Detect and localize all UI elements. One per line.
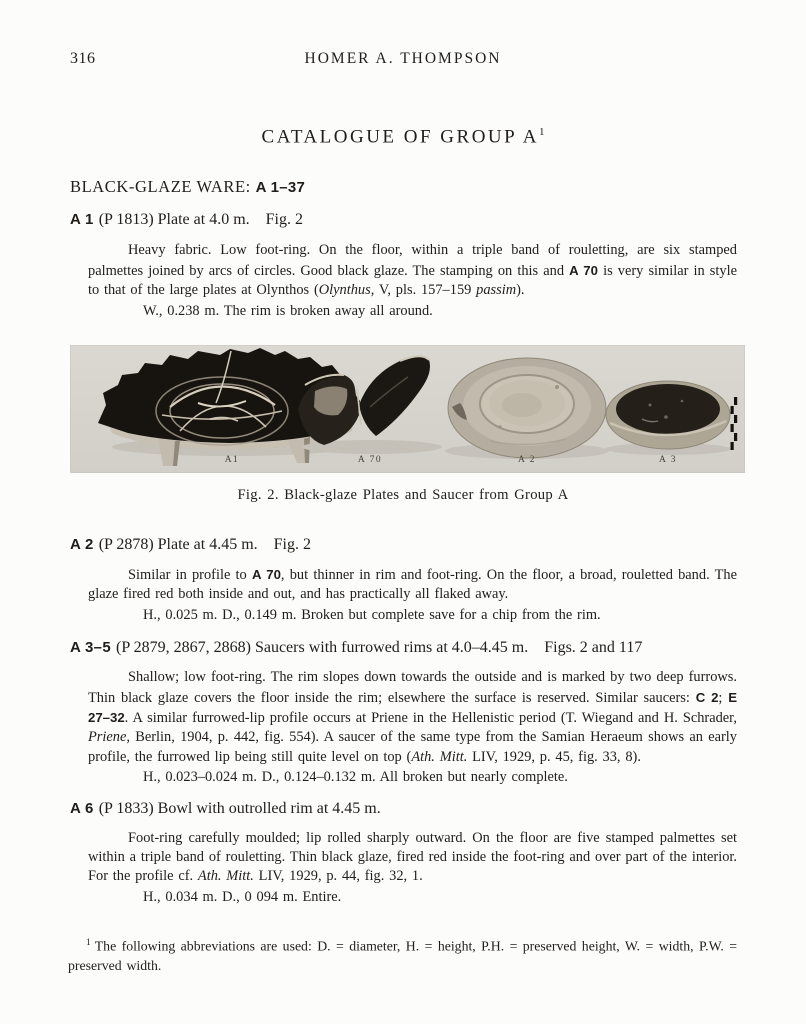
entry-measurements: H., 0.025 m. D., 0.149 m. Broken but complete save for a chip from the rim.	[143, 606, 601, 623]
entry-heading-text: (P 2879, 2867, 2868) Saucers with furrowed rims at 4.0–4.45 m.	[115, 639, 529, 657]
catalogue-entry-a6	[70, 799, 737, 908]
figure-reference: Fig. 2	[265, 211, 303, 229]
section-heading-label: BLACK-GLAZE WARE:	[70, 177, 251, 197]
entry-description: Heavy fabric. Low foot-ring. On the floor, within a triple band of rouletting, are six stamped palmettes joined by arcs of circles. Good black glaze. The stamping on this and A 70 is very similar in style to that of the large plates at Olynthos (Olynthus, V, pls. 157–159 passim).	[88, 242, 737, 299]
section-catalogue-range: A 1–37	[255, 179, 306, 197]
entry-measurements: H., 0.023–0.024 m. D., 0.124–0.132 m. All broken but nearly complete.	[143, 769, 568, 786]
entry-measurements: H., 0.034 m. D., 0 094 m. Entire.	[143, 888, 342, 905]
entry-heading	[70, 799, 737, 819]
running-head: HOMER A. THOMPSON	[304, 50, 502, 67]
figure-reference: Fig. 2	[273, 535, 311, 553]
catalogue-entry-a2	[70, 535, 737, 625]
figure-caption: Fig. 2. Black-glaze Plates and Saucer from Group A	[237, 486, 569, 503]
article-title-text: CATALOGUE OF GROUP A	[261, 126, 539, 148]
figure-2-photo	[70, 345, 745, 473]
entry-heading	[70, 210, 737, 230]
entry-id: A 2	[70, 535, 94, 553]
photo-label-a2: A 2	[518, 454, 536, 465]
entry-id: A 6	[70, 799, 94, 817]
entry-description: Shallow; low foot-ring. The rim slopes down towards the outside and is marked by two deep furrows. Thin black glaze covers the floor inside the rim; elsewhere the surface is reserved. Similar saucers: C 2; E 27–32. A similar furrowed-lip profile occurs at Priene in the Hellenistic period (T. Wiegand and H. Schrader, Priene, Berlin, 1904, p. 442, fig. 554). A saucer of the same type from the Samian Heraeum shows an early profile, the furrowed lip being still quite level on top (Ath. Mitt. LIV, 1929, p. 45, fig. 33, 8).	[88, 669, 737, 765]
page-header	[0, 0, 806, 70]
pottery-photo	[70, 345, 745, 473]
footnote	[68, 934, 737, 975]
title-footnote-marker: 1	[538, 126, 545, 138]
catalogue-entry-a1	[70, 210, 737, 321]
article-title	[0, 126, 806, 148]
section-heading	[70, 177, 737, 197]
entry-description: Foot-ring carefully moulded; lip rolled sharply outward. On the floor are five stamped palmettes set within a triple band of rouletting. Thin black glaze, fired red inside the foot-ring and over part of the interior. For the profile cf. Ath. Mitt. LIV, 1929, p. 44, fig. 32, 1.	[88, 829, 737, 885]
entry-heading-text: (P 1833) Bowl with outrolled rim at 4.45 m.	[98, 799, 381, 817]
entry-description: Similar in profile to A 70, but thinner in rim and foot-ring. On the floor, a broad, rouletted band. The glaze fired red both inside and out, and has practically all flaked away.	[88, 566, 737, 603]
figure-reference: Figs. 2 and 117	[544, 639, 643, 657]
entry-heading-text: (P 1813) Plate at 4.0 m.	[98, 211, 250, 229]
photo-label-a70: A 70	[357, 454, 383, 465]
footnote-text: The following abbreviations are used: D. = diameter, H. = height, P.H. = preserved height, W. = width, P.W. = preserved width.	[68, 938, 737, 973]
entry-id: A 3–5	[70, 639, 111, 657]
entry-id: A 1	[70, 211, 94, 229]
catalogue-entry-a3-5	[70, 638, 737, 787]
entry-heading	[70, 638, 737, 658]
page-number: 316	[70, 50, 96, 67]
footnote-marker: 1	[86, 938, 91, 949]
entry-heading-text: (P 2878) Plate at 4.45 m.	[98, 535, 258, 553]
entry-heading	[70, 535, 737, 555]
photo-label-a1: A1	[224, 454, 240, 465]
photo-label-a3: A 3	[659, 454, 677, 465]
entry-measurements: W., 0.238 m. The rim is broken away all around.	[143, 302, 433, 319]
